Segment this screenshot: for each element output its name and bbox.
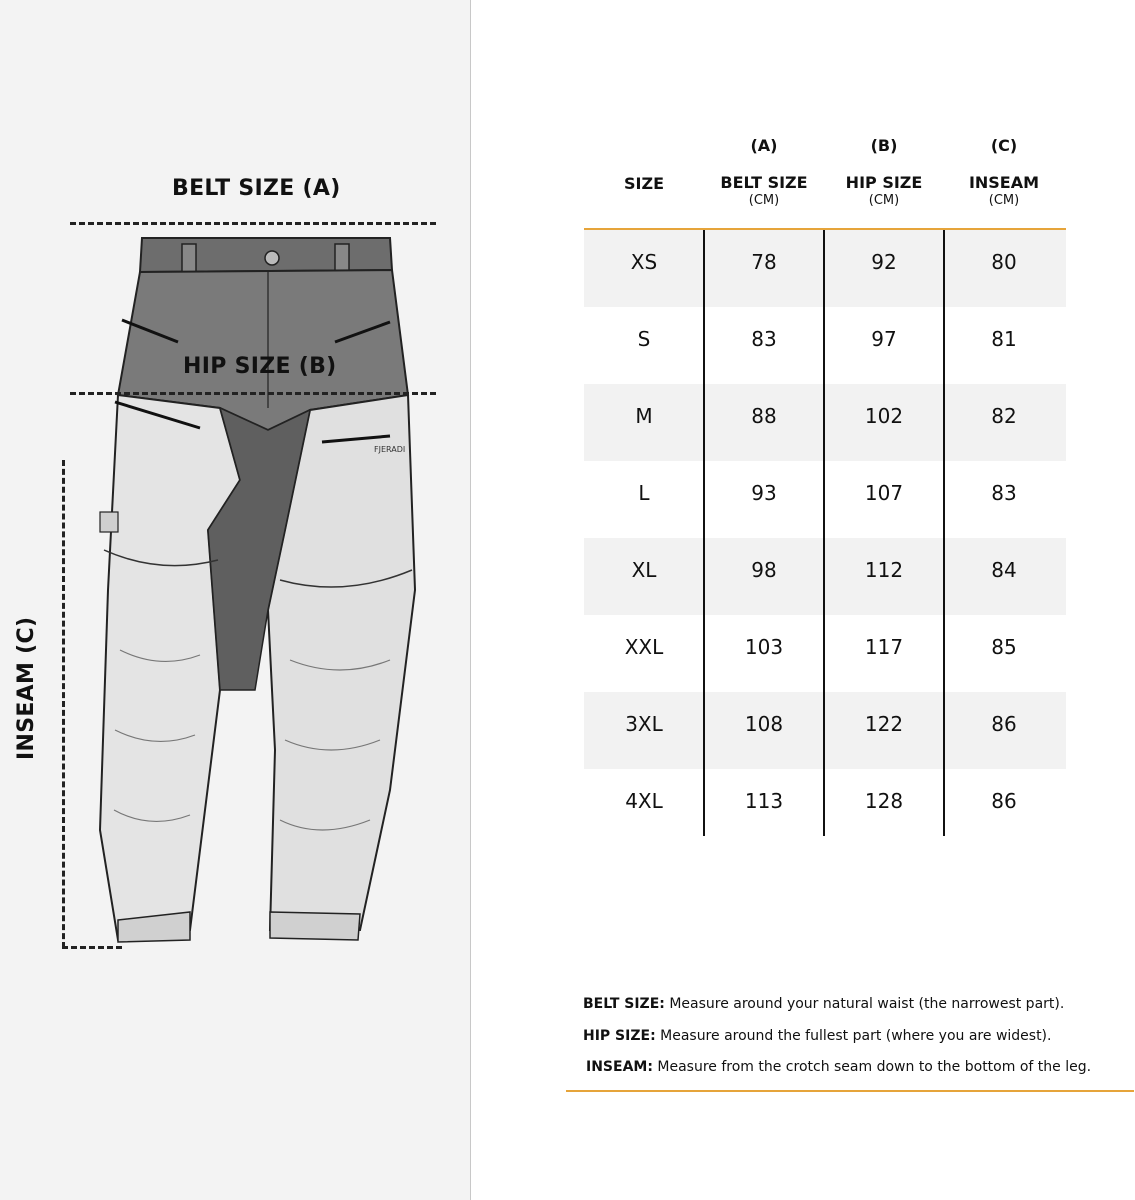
header-hip-size (824, 136, 944, 208)
cell-inseam: 86 (991, 789, 1017, 813)
cell-hip: 128 (864, 789, 904, 813)
column-separator (943, 230, 945, 836)
table-row (584, 769, 1066, 846)
cell-hip: 92 (871, 250, 897, 274)
cell-size: S (637, 327, 651, 351)
cell-hip: 97 (871, 327, 897, 351)
table-row (584, 692, 1066, 769)
note-hip-text: Measure around the fullest part (where you are widest). (655, 1028, 1052, 1044)
cell-belt: 103 (744, 635, 784, 659)
cell-hip: 102 (864, 404, 904, 428)
cell-belt: 108 (744, 712, 784, 736)
belt-measure-line (70, 222, 436, 225)
cell-belt: 98 (751, 558, 777, 582)
column-separator (823, 230, 825, 836)
inseam-label: INSEAM (C) (14, 616, 39, 760)
table-row (584, 307, 1066, 384)
table-row (584, 461, 1066, 538)
cell-hip: 107 (864, 481, 904, 505)
cell-hip: 117 (864, 635, 904, 659)
header-belt-size (704, 136, 824, 208)
brand-logo-text: FJERADI (374, 445, 406, 454)
header-belt-unit: (CM) (748, 193, 780, 208)
pants-illustration (90, 230, 440, 950)
cell-size: XXL (624, 635, 664, 659)
note-belt (583, 996, 1064, 1012)
inseam-measure-foot (62, 946, 122, 949)
cell-size: 3XL (625, 712, 663, 736)
note-belt-term: BELT SIZE: (583, 996, 665, 1012)
note-inseam (586, 1059, 1091, 1075)
cell-size: 4XL (625, 789, 663, 813)
table-row (584, 230, 1066, 307)
cell-inseam: 82 (991, 404, 1017, 428)
cell-hip: 112 (864, 558, 904, 582)
header-size (586, 174, 702, 193)
cell-inseam: 84 (991, 558, 1017, 582)
header-inseam-letter: (C) (990, 136, 1018, 155)
cell-inseam: 83 (991, 481, 1017, 505)
table-row (584, 538, 1066, 615)
cell-size: L (638, 481, 650, 505)
note-belt-text: Measure around your natural waist (the narrowest part). (664, 996, 1065, 1012)
panel-divider (470, 0, 471, 1200)
note-hip (583, 1028, 1051, 1044)
notes-accent-rule (566, 1090, 1134, 1092)
note-hip-term: HIP SIZE: (583, 1028, 656, 1044)
header-hip-unit: (CM) (868, 193, 900, 208)
header-belt-letter: (A) (750, 136, 778, 155)
note-inseam-term: INSEAM: (586, 1059, 653, 1075)
cell-inseam: 81 (991, 327, 1017, 351)
cell-size: XS (630, 250, 658, 274)
header-size-title: SIZE (623, 174, 664, 193)
cell-belt: 93 (751, 481, 777, 505)
cell-inseam: 80 (991, 250, 1017, 274)
header-belt-title: BELT SIZE (720, 173, 808, 192)
hip-measure-line (70, 392, 436, 395)
cell-inseam: 85 (991, 635, 1017, 659)
inseam-measure-line (62, 460, 65, 948)
cell-belt: 88 (751, 404, 777, 428)
cell-size: M (635, 404, 653, 428)
cell-belt: 78 (751, 250, 777, 274)
header-inseam (944, 136, 1064, 208)
table-row (584, 384, 1066, 461)
header-hip-letter: (B) (870, 136, 898, 155)
cell-belt: 83 (751, 327, 777, 351)
cell-size: XL (631, 558, 657, 582)
hip-size-label: HIP SIZE (B) (183, 354, 337, 379)
column-separator (703, 230, 705, 836)
cell-belt: 113 (744, 789, 784, 813)
table-row (584, 615, 1066, 692)
cell-inseam: 86 (991, 712, 1017, 736)
cell-hip: 122 (864, 712, 904, 736)
belt-size-label: BELT SIZE (A) (172, 176, 341, 201)
header-hip-title: HIP SIZE (845, 173, 923, 192)
note-inseam-text: Measure from the crotch seam down to the bottom of the leg. (652, 1059, 1092, 1075)
header-inseam-unit: (CM) (988, 193, 1020, 208)
header-inseam-title: INSEAM (968, 173, 1040, 192)
